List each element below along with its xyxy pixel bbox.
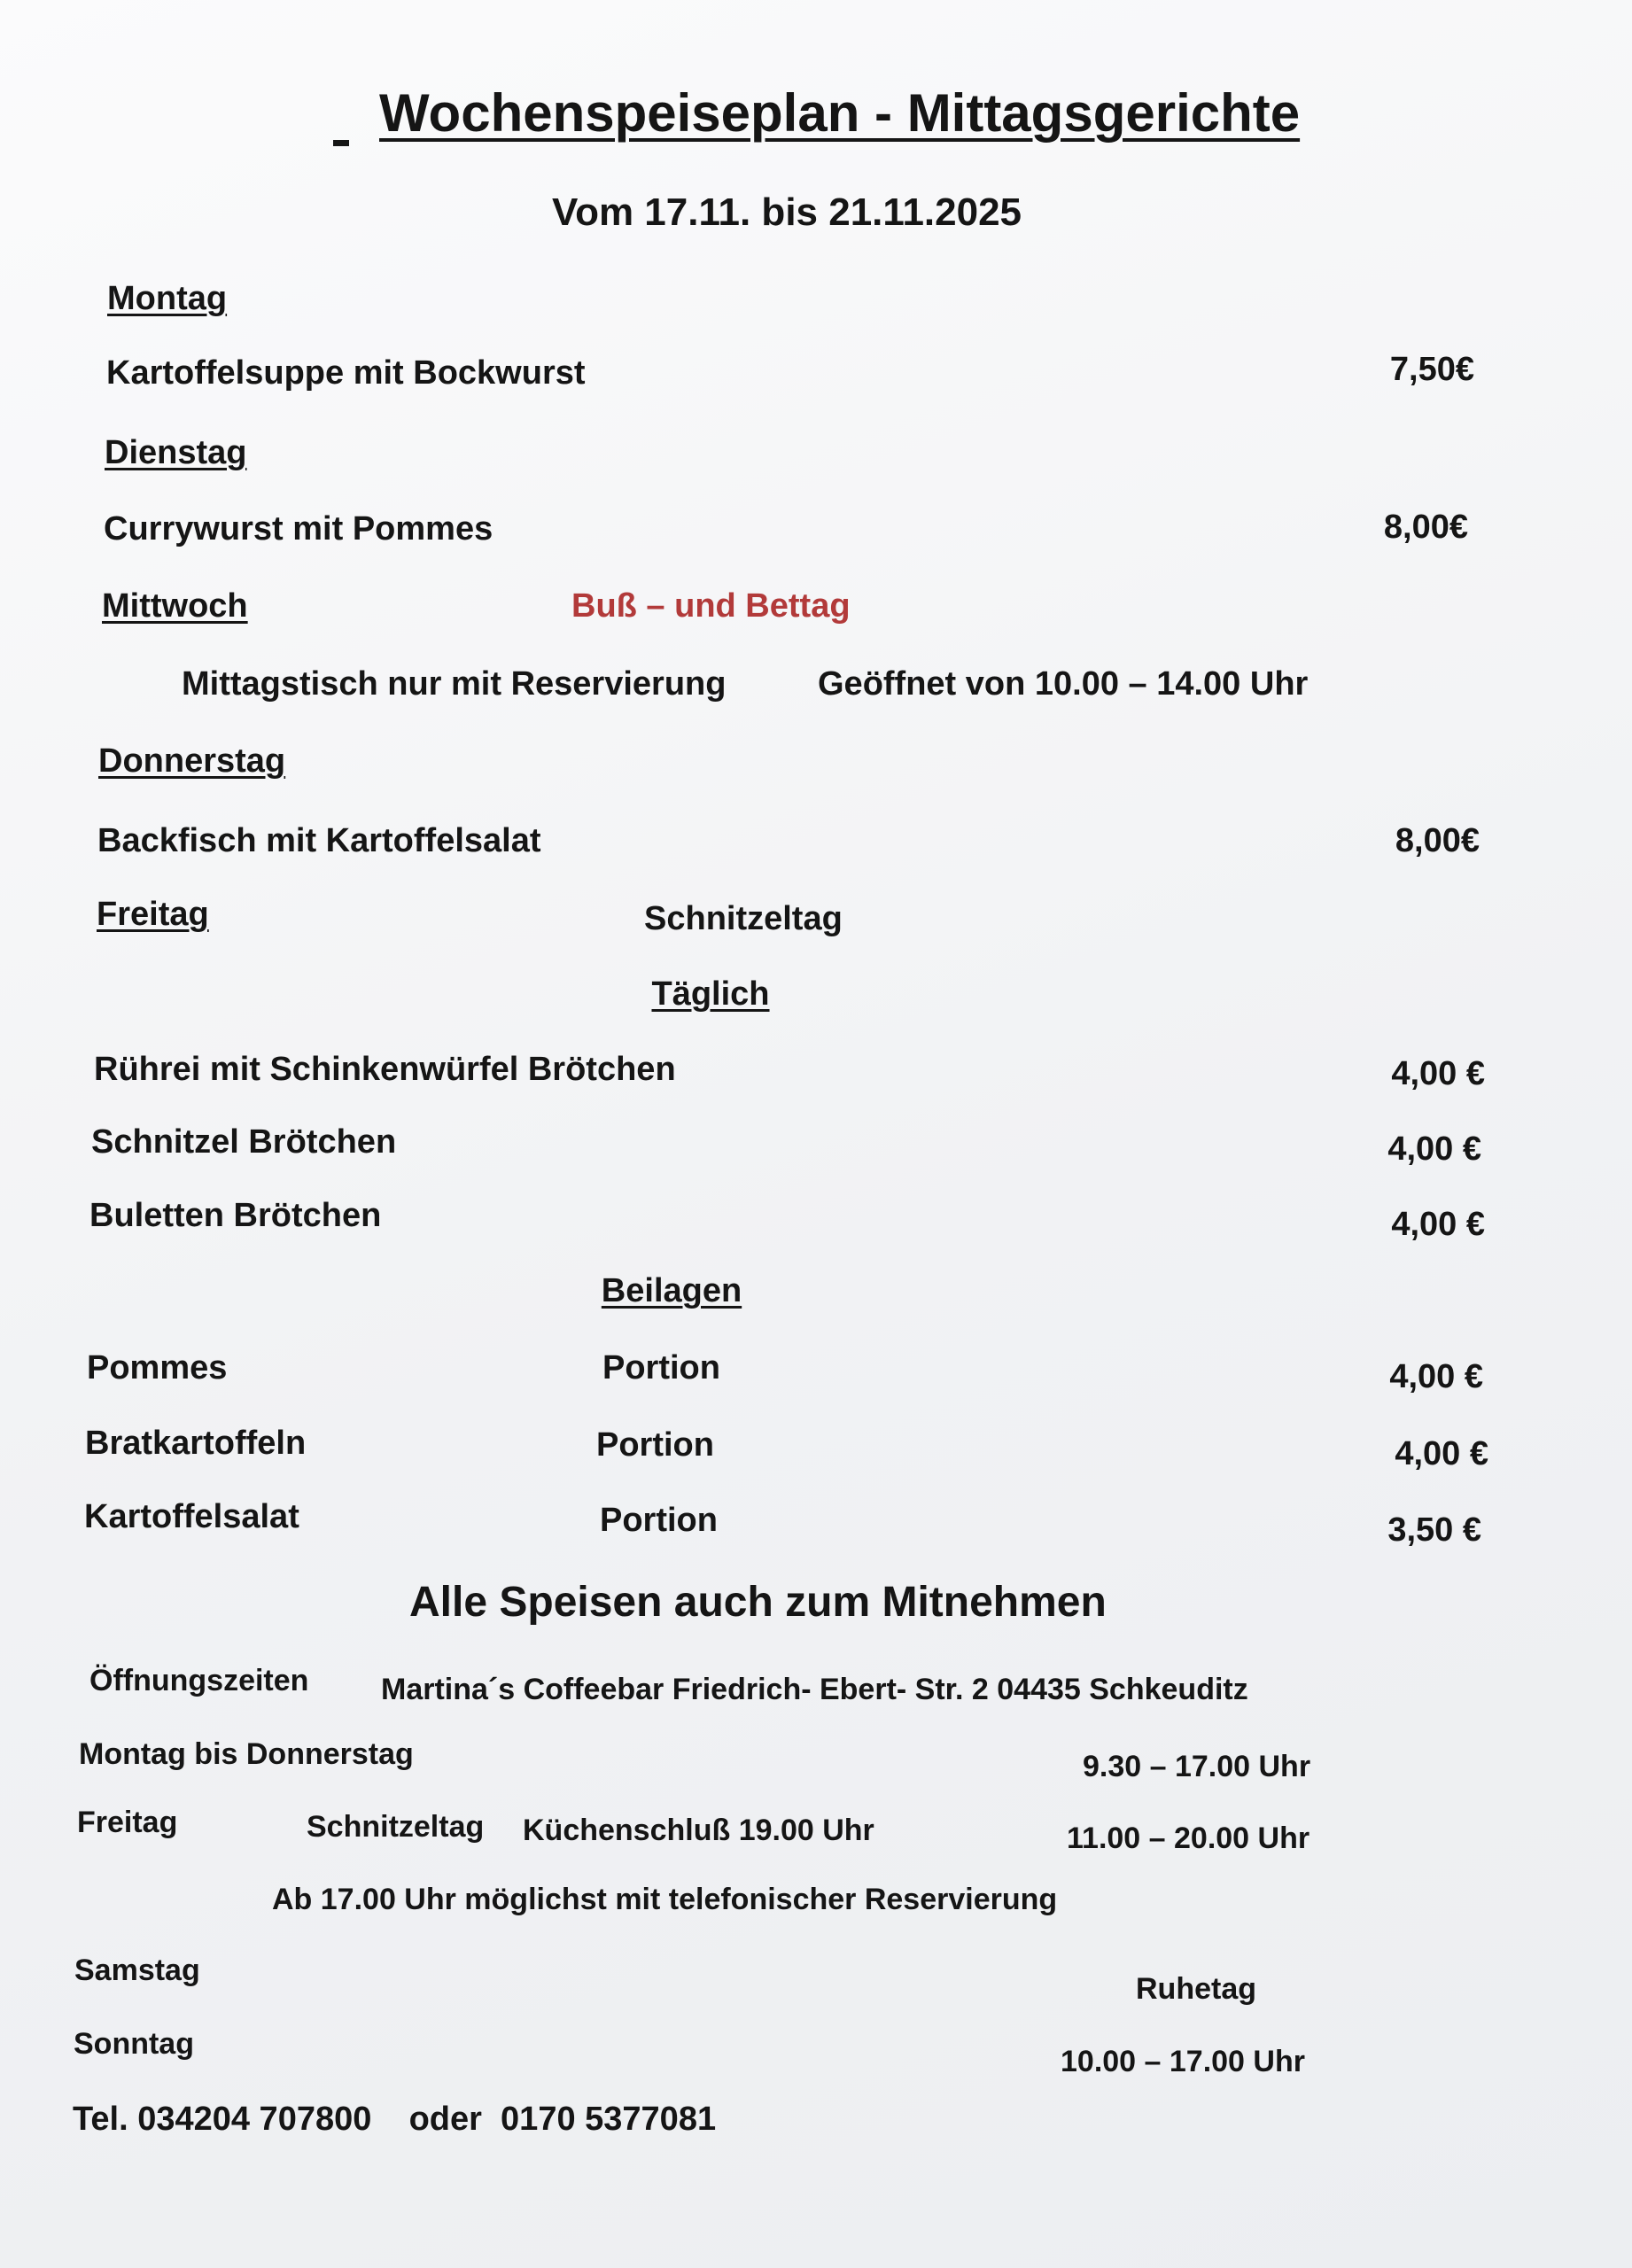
footer-friday-kitchen: Küchenschluß 19.00 Uhr <box>523 1814 874 1847</box>
dish-thursday: Backfisch mit Kartoffelsalat <box>97 822 541 859</box>
stray-dash-mark <box>333 140 349 146</box>
sunday-label: Sonntag <box>74 2027 194 2061</box>
side-item-price: 3,50 € <box>1387 1511 1481 1549</box>
mon-thu-hours: 9.30 – 17.00 Uhr <box>1083 1750 1311 1783</box>
sides-heading: Beilagen <box>601 1272 742 1309</box>
phone-numbers: Tel. 034204 707800 oder 0170 5377081 <box>73 2101 717 2138</box>
saturday-status: Ruhetag <box>1136 1972 1256 2006</box>
date-range: Vom 17.11. bis 21.11.2025 <box>552 190 1022 234</box>
note-wednesday: Mittagstisch nur mit Reservierung <box>182 665 727 703</box>
footer-friday-label: Freitag <box>77 1806 178 1839</box>
daily-item-price: 4,00 € <box>1387 1130 1481 1168</box>
daily-item-price: 4,00 € <box>1391 1206 1485 1243</box>
side-item-name: Pommes <box>87 1349 228 1386</box>
price-tuesday: 8,00€ <box>1383 509 1468 546</box>
day-wednesday: Mittwoch <box>102 587 248 625</box>
page-title: Wochenspeiseplan - Mittagsgerichte <box>379 83 1301 143</box>
price-thursday: 8,00€ <box>1395 822 1480 859</box>
side-item-price: 4,00 € <box>1389 1358 1483 1395</box>
special-friday: Schnitzeltag <box>644 900 843 937</box>
daily-item-name: Buletten Brötchen <box>89 1197 382 1234</box>
footer-friday-special: Schnitzeltag <box>307 1810 485 1844</box>
daily-item-price: 4,00 € <box>1391 1055 1485 1092</box>
address: Martina´s Coffeebar Friedrich- Ebert- Str. 2 04435 Schkeuditz <box>381 1673 1248 1706</box>
sunday-hours: 10.00 – 17.00 Uhr <box>1061 2045 1305 2078</box>
side-item-unit: Portion <box>596 1426 714 1464</box>
dish-tuesday: Currywurst mit Pommes <box>104 510 493 548</box>
footer-friday-hours: 11.00 – 20.00 Uhr <box>1067 1821 1310 1855</box>
day-monday: Montag <box>107 280 228 317</box>
saturday-label: Samstag <box>74 1953 200 1987</box>
hours-wednesday: Geöffnet von 10.00 – 14.00 Uhr <box>818 665 1309 703</box>
reservation-note: Ab 17.00 Uhr möglichst mit telefonischer Reservierung <box>272 1883 1058 1916</box>
dish-monday: Kartoffelsuppe mit Bockwurst <box>106 354 586 392</box>
day-friday: Freitag <box>97 896 209 933</box>
day-thursday: Donnerstag <box>98 742 286 780</box>
side-item-name: Kartoffelsalat <box>84 1498 299 1535</box>
holiday-wednesday: Buß – und Bettag <box>571 587 851 625</box>
side-item-unit: Portion <box>600 1502 718 1539</box>
day-tuesday: Dienstag <box>105 434 247 471</box>
daily-item-name: Rührei mit Schinkenwürfel Brötchen <box>94 1051 676 1088</box>
daily-item-name: Schnitzel Brötchen <box>91 1123 397 1161</box>
side-item-name: Bratkartoffeln <box>85 1425 307 1462</box>
price-monday: 7,50€ <box>1389 351 1474 388</box>
side-item-unit: Portion <box>602 1349 720 1386</box>
daily-heading: Täglich <box>651 975 770 1013</box>
opening-hours-label: Öffnungszeiten <box>89 1664 309 1697</box>
side-item-price: 4,00 € <box>1395 1435 1488 1472</box>
takeaway-note: Alle Speisen auch zum Mitnehmen <box>409 1579 1107 1626</box>
mon-thu-label: Montag bis Donnerstag <box>79 1737 414 1771</box>
